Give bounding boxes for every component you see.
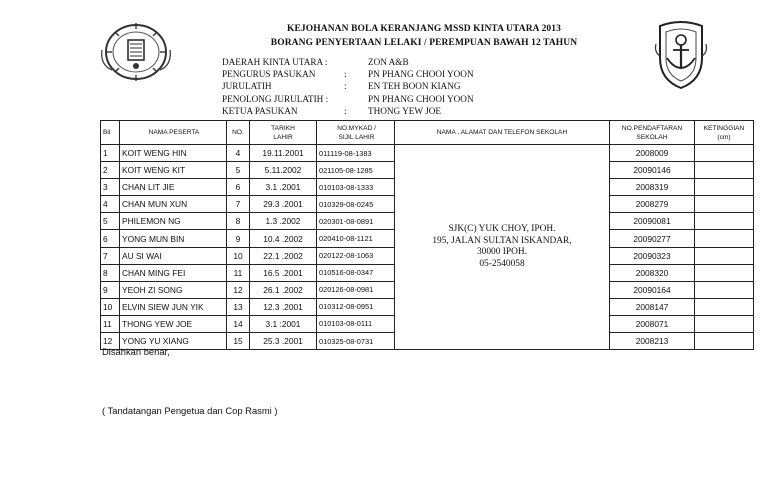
cell-no: 11 [227, 264, 250, 281]
cell-no: 7 [227, 196, 250, 213]
cell-mykad: 021105-08-1285 [317, 162, 395, 179]
cell-tinggi [695, 230, 754, 247]
cell-tarikh: 29.3 .2001 [250, 196, 317, 213]
cell-tinggi [695, 162, 754, 179]
info-row-assistant-coach [222, 93, 568, 105]
school-address-line2: 195, JALAN SULTAN ISKANDAR, [432, 235, 572, 246]
info-value: PN PHANG CHOOI YOON [368, 93, 474, 104]
cell-mykad: 010103-08-0111 [317, 315, 395, 332]
info-colon: : [344, 69, 347, 80]
cell-tarikh: 25.3 .2001 [250, 333, 317, 350]
cell-bil: 12 [101, 333, 120, 350]
cell-no: 10 [227, 247, 250, 264]
info-row-coach [222, 80, 568, 92]
info-row-district [222, 56, 568, 68]
cell-mykad: 010329-08-0245 [317, 196, 395, 213]
cell-tinggi [695, 247, 754, 264]
info-label: JURULATIH [222, 81, 272, 92]
cell-bil: 5 [101, 213, 120, 230]
cell-mykad: 011119-08-1383 [317, 145, 395, 162]
cell-mykad: 020410-08-1121 [317, 230, 395, 247]
info-value: EN TEH BOON KIANG [368, 81, 461, 92]
cell-no: 6 [227, 179, 250, 196]
cell-nama: PHILEMON NG [120, 213, 227, 230]
cell-tarikh: 10.4 .2002 [250, 230, 317, 247]
cell-nama: CHAN MING FEI [120, 264, 227, 281]
cell-daftar: 2008071 [610, 315, 695, 332]
school-address-line3: 30000 IPOH. [476, 247, 527, 258]
cell-mykad: 010103-08-1333 [317, 179, 395, 196]
cell-tarikh: 16.5 .2001 [250, 264, 317, 281]
cell-tarikh: 3.1 .2001 [250, 179, 317, 196]
cell-tarikh: 22.1 .2002 [250, 247, 317, 264]
cell-bil: 7 [101, 247, 120, 264]
cell-no: 5 [227, 162, 250, 179]
cell-tinggi [695, 196, 754, 213]
cell-mykad: 020301-08-0891 [317, 213, 395, 230]
cell-tarikh: 12.3 .2001 [250, 298, 317, 315]
cell-nama: CHAN LIT JIE [120, 179, 227, 196]
cell-nama: ELVIN SIEW JUN YIK [120, 298, 227, 315]
cell-bil: 10 [101, 298, 120, 315]
school-address-line4: 05-2540058 [479, 258, 525, 269]
cell-daftar: 2008320 [610, 264, 695, 281]
header-tarikh-line1: TARIKH [271, 124, 295, 132]
certified-text: Disahkan benar, [102, 346, 170, 357]
cell-bil: 8 [101, 264, 120, 281]
cell-daftar: 2008279 [610, 196, 695, 213]
table-row [101, 145, 754, 162]
header-mykad [317, 121, 395, 145]
cell-tinggi [695, 315, 754, 332]
cell-nama: CHAN MUN XUN [120, 196, 227, 213]
cell-nama: YONG MUN BIN [120, 230, 227, 247]
info-label: DAERAH KINTA UTARA : [222, 57, 328, 67]
info-colon [344, 93, 368, 105]
cell-daftar: 20090277 [610, 230, 695, 247]
header-tarikh [250, 121, 317, 145]
info-colon [344, 56, 368, 68]
header-tarikh-line2: LAHIR [273, 133, 293, 141]
header-daftar-line1: NO.PENDAFTARAN [621, 124, 683, 132]
cell-tarikh: 3.1 :2001 [250, 315, 317, 332]
header-no: NO. [227, 121, 250, 145]
cell-mykad: 010325-08-0731 [317, 333, 395, 350]
info-value: THONG YEW JOE [368, 105, 441, 116]
cell-nama: AU SI WAI [120, 247, 227, 264]
form-title: KEJOHANAN BOLA KERANJANG MSSD KINTA UTARA 2013 [287, 24, 561, 34]
cell-tinggi [695, 213, 754, 230]
cell-tinggi [695, 179, 754, 196]
cell-mykad: 010516-08-0347 [317, 264, 395, 281]
cell-daftar: 20090081 [610, 213, 695, 230]
cell-nama: KOIT WENG KIT [120, 162, 227, 179]
cell-daftar: 20090323 [610, 247, 695, 264]
cell-tarikh: 1.3 .2002 [250, 213, 317, 230]
header-daftar-line2: SEKOLAH [636, 133, 668, 141]
header-tinggi-line1: KETINGGIAN [703, 124, 745, 132]
signature-line: ( Tandatangan Pengetua dan Cop Rasmi ) [102, 405, 278, 416]
cell-bil: 1 [101, 145, 120, 162]
team-info [222, 56, 568, 117]
cell-tarikh: 19.11.2001 [250, 145, 317, 162]
cell-daftar: 2008213 [610, 333, 695, 350]
header-daftar [610, 121, 695, 145]
cell-mykad: 020126-08-0981 [317, 281, 395, 298]
info-row-captain [222, 105, 568, 117]
cell-tarikh: 5.11.2002 [250, 162, 317, 179]
cell-mykad: 020122-08-1063 [317, 247, 395, 264]
cell-bil: 6 [101, 230, 120, 247]
cell-tinggi [695, 264, 754, 281]
info-label: PENGURUS PASUKAN [222, 69, 316, 80]
school-address-line1: SJK(C) YUK CHOY, IPOH. [448, 224, 556, 235]
cell-tinggi [695, 298, 754, 315]
cell-no: 12 [227, 281, 250, 298]
cell-no: 13 [227, 298, 250, 315]
header-mykad-line2: SIJIL LAHIR [338, 133, 375, 141]
info-colon: : [344, 105, 347, 116]
cell-no: 15 [227, 333, 250, 350]
info-value: ZON A&B [368, 57, 409, 67]
header-bil: Bil [101, 121, 120, 145]
cell-no: 4 [227, 145, 250, 162]
header-nama: NAMA PESERTA [120, 121, 227, 145]
cell-tinggi [695, 281, 754, 298]
cell-nama: YONG YU XIANG [120, 333, 227, 350]
header-tinggi-line2: (cm) [717, 133, 731, 141]
header-alamat: NAMA , ALAMAT DAN TELEFON SEKOLAH [395, 121, 610, 145]
cell-bil: 3 [101, 179, 120, 196]
cell-daftar: 20090146 [610, 162, 695, 179]
cell-tinggi [695, 145, 754, 162]
cell-daftar: 2008009 [610, 145, 695, 162]
cell-bil: 4 [101, 196, 120, 213]
cell-bil: 9 [101, 281, 120, 298]
cell-school-address [395, 145, 610, 350]
cell-no: 14 [227, 315, 250, 332]
cell-no: 9 [227, 230, 250, 247]
info-row-manager [222, 68, 568, 80]
participants-table [100, 120, 754, 350]
cell-tinggi [695, 333, 754, 350]
info-value: PN PHANG CHOOI YOON [368, 69, 474, 80]
cell-nama: YEOH ZI SONG [120, 281, 227, 298]
cell-no: 8 [227, 213, 250, 230]
info-colon: : [344, 81, 347, 92]
header-tinggi [695, 121, 754, 145]
info-label: PENOLONG JURULATIH : [222, 93, 329, 104]
cell-daftar: 2008319 [610, 179, 695, 196]
school-crest-right [652, 18, 710, 90]
info-label: KETUA PASUKAN [222, 105, 298, 116]
header-mykad-line1: NO.MYKAD / [337, 124, 376, 132]
cell-nama: KOIT WENG HIN [120, 145, 227, 162]
cell-daftar: 20090164 [610, 281, 695, 298]
mssd-emblem-left [100, 20, 172, 84]
table-header-row [101, 121, 754, 145]
cell-nama: THONG YEW JOE [120, 315, 227, 332]
cell-bil: 2 [101, 162, 120, 179]
cell-daftar: 2008147 [610, 298, 695, 315]
cell-tarikh: 26.1 .2002 [250, 281, 317, 298]
cell-bil: 11 [101, 315, 120, 332]
form-subtitle: BORANG PENYERTAAN LELAKI / PEREMPUAN BAWAH 12 TAHUN [270, 38, 578, 48]
cell-mykad: 010312-08-0951 [317, 298, 395, 315]
